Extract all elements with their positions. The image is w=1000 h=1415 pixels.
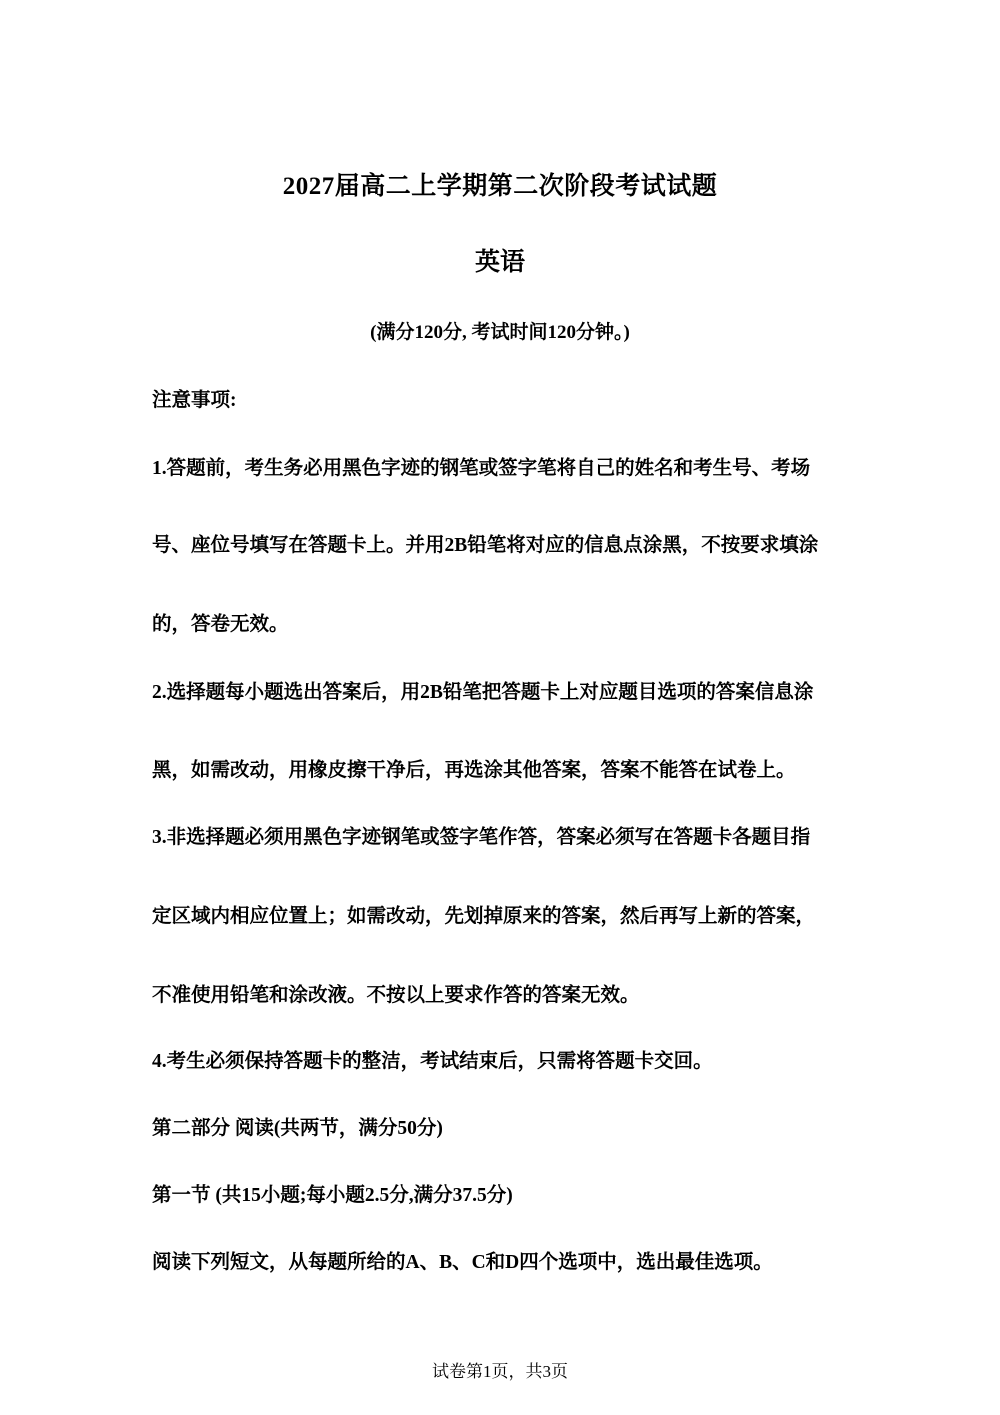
notice-heading: 注意事项: [152,390,237,411]
note-3-line-3: 不准使用铅笔和涂改液。不按以上要求作答的答案无效。 [152,985,640,1006]
note-1-line-2: 号、座位号填写在答题卡上。并用2B铅笔将对应的信息点涂黑，不按要求填涂 [152,535,819,556]
subject-title: 英语 [474,249,525,276]
part-heading: 第二部分 阅读(共两节，满分50分) [152,1118,443,1139]
page-footer: 试卷第1页，共3页 [432,1362,568,1381]
note-3-line-1: 3.非选择题必须用黑色字迹钢笔或签字笔作答，答案必须写在答题卡各题目指 [152,827,811,848]
note-4-line-1: 4.考生必须保持答题卡的整洁，考试结束后，只需将答题卡交回。 [152,1051,713,1072]
exam-info: (满分120分, 考试时间120分钟。) [370,322,630,343]
note-1-line-1: 1.答题前，考生务必用黑色字迹的钢笔或签字笔将自己的姓名和考生号、考场 [152,458,811,479]
note-1-line-3: 的，答卷无效。 [152,614,289,635]
section-heading: 第一节 (共15小题;每小题2.5分,满分37.5分) [152,1185,513,1206]
note-3-line-2: 定区域内相应位置上；如需改动，先划掉原来的答案，然后再写上新的答案， [152,906,816,927]
note-2-line-2: 黑，如需改动，用橡皮擦干净后，再选涂其他答案，答案不能答在试卷上。 [152,760,796,781]
note-2-line-1: 2.选择题每小题选出答案后，用2B铅笔把答题卡上对应题目选项的答案信息涂 [152,682,814,703]
exam-title: 2027届高二上学期第二次阶段考试试题 [282,173,718,200]
reading-instruction: 阅读下列短文，从每题所给的A、B、C和D四个选项中，选出最佳选项。 [152,1252,773,1273]
